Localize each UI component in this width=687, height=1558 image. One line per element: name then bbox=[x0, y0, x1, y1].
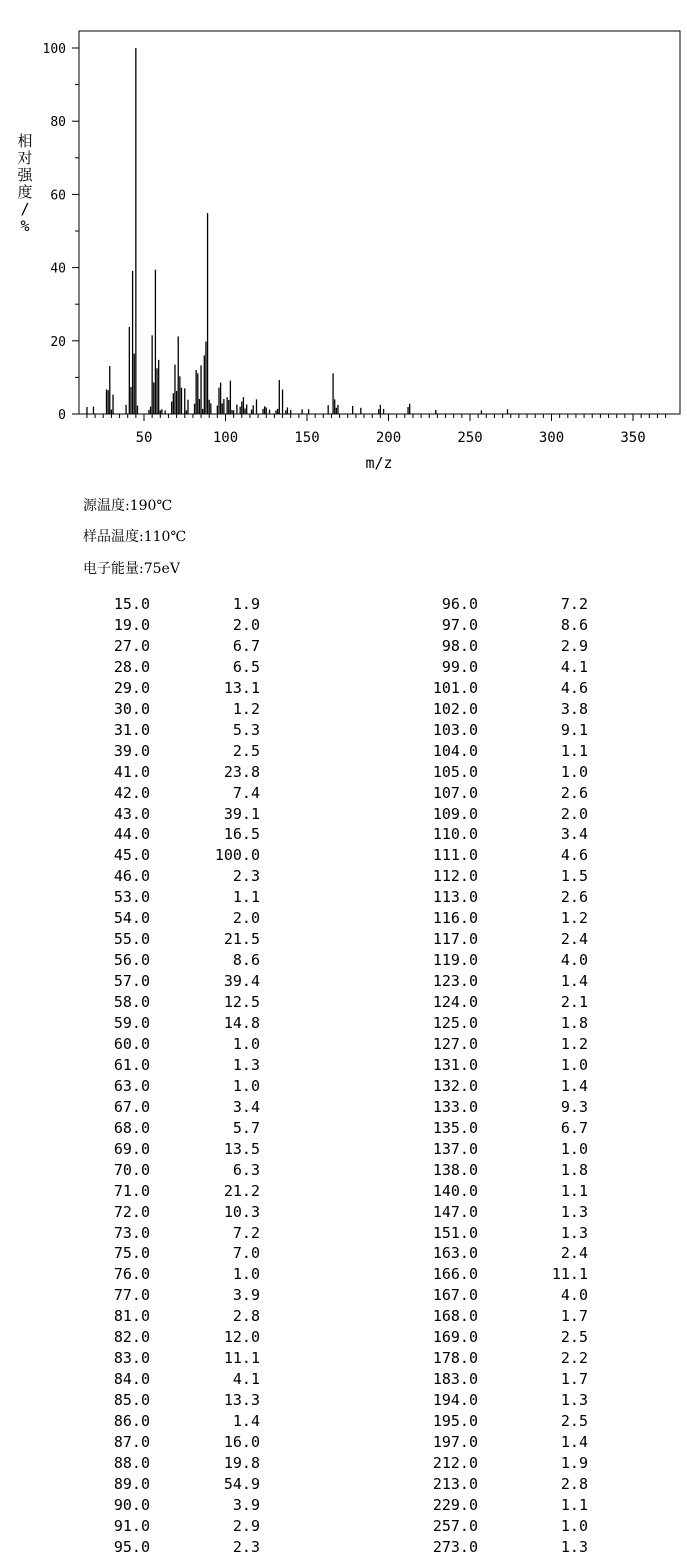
intensity-cell: 4.1 bbox=[560, 657, 588, 676]
mz-cell: 97.0 bbox=[441, 615, 478, 634]
table-row bbox=[0, 1369, 687, 1390]
intensity-cell: 2.9 bbox=[560, 636, 588, 655]
table-row bbox=[0, 1495, 687, 1516]
mz-cell: 41.0 bbox=[113, 762, 150, 781]
x-tick-label: 100 bbox=[212, 430, 239, 446]
mz-cell: 63.0 bbox=[113, 1076, 150, 1095]
table-row bbox=[0, 1264, 687, 1285]
mz-cell: 127.0 bbox=[432, 1034, 478, 1053]
mz-cell: 132.0 bbox=[432, 1076, 478, 1095]
mz-cell: 112.0 bbox=[432, 867, 478, 886]
intensity-cell: 3.8 bbox=[560, 699, 588, 718]
intensity-cell: 6.7 bbox=[560, 1118, 588, 1137]
intensity-cell: 13.5 bbox=[223, 1139, 260, 1158]
intensity-cell: 7.2 bbox=[560, 595, 588, 613]
y-axis-label bbox=[17, 132, 33, 235]
table-row bbox=[0, 1118, 687, 1139]
table-row bbox=[0, 1432, 687, 1453]
x-tick-label: 250 bbox=[457, 430, 483, 446]
intensity-cell: 1.0 bbox=[560, 1055, 588, 1074]
intensity-cell: 21.5 bbox=[223, 930, 260, 949]
mz-cell: 113.0 bbox=[432, 888, 478, 907]
intensity-cell: 11.1 bbox=[223, 1349, 260, 1368]
intensity-cell: 1.2 bbox=[560, 909, 588, 928]
intensity-cell: 1.0 bbox=[232, 1076, 260, 1095]
sample-temperature: 样品温度:110℃ bbox=[83, 529, 187, 545]
table-row bbox=[0, 908, 687, 929]
table-row bbox=[0, 887, 687, 908]
mz-cell: 44.0 bbox=[113, 825, 150, 844]
intensity-cell: 8.6 bbox=[560, 615, 588, 634]
x-tick-label: 350 bbox=[620, 430, 646, 446]
intensity-cell: 2.6 bbox=[560, 888, 588, 907]
intensity-cell: 11.1 bbox=[551, 1265, 588, 1284]
mz-cell: 169.0 bbox=[432, 1328, 478, 1347]
intensity-cell: 1.4 bbox=[560, 1433, 588, 1451]
intensity-cell: 1.3 bbox=[560, 1202, 588, 1221]
y-tick-label: 0 bbox=[58, 408, 66, 423]
mz-cell: 57.0 bbox=[113, 972, 150, 991]
table-row bbox=[0, 594, 687, 615]
intensity-cell: 2.1 bbox=[560, 993, 588, 1012]
intensity-cell: 4.0 bbox=[560, 951, 588, 970]
mz-cell: 167.0 bbox=[432, 1286, 478, 1305]
table-row bbox=[0, 992, 687, 1013]
mz-cell: 89.0 bbox=[113, 1474, 150, 1493]
mz-cell: 30.0 bbox=[113, 699, 150, 718]
mz-cell: 104.0 bbox=[432, 741, 478, 760]
mass-spectrum-chart bbox=[0, 0, 687, 480]
intensity-cell: 1.8 bbox=[560, 1160, 588, 1179]
mz-cell: 29.0 bbox=[113, 678, 150, 697]
intensity-cell: 54.9 bbox=[223, 1474, 260, 1493]
mz-cell: 123.0 bbox=[432, 972, 478, 991]
intensity-cell: 2.4 bbox=[560, 1244, 588, 1263]
mz-cell: 88.0 bbox=[113, 1453, 150, 1472]
mz-cell: 105.0 bbox=[432, 762, 478, 781]
intensity-cell: 2.8 bbox=[232, 1307, 260, 1326]
intensity-cell: 2.5 bbox=[560, 1412, 588, 1431]
mz-cell: 73.0 bbox=[113, 1223, 150, 1242]
intensity-cell: 14.8 bbox=[223, 1014, 260, 1032]
table-row bbox=[0, 657, 687, 678]
mz-cell: 81.0 bbox=[113, 1307, 150, 1326]
x-tick-label: 50 bbox=[135, 430, 153, 446]
mz-cell: 124.0 bbox=[432, 993, 478, 1012]
mz-cell: 71.0 bbox=[113, 1181, 150, 1200]
intensity-cell: 16.5 bbox=[223, 825, 260, 844]
intensity-cell: 2.0 bbox=[232, 909, 260, 928]
mz-cell: 82.0 bbox=[113, 1328, 150, 1347]
mz-cell: 103.0 bbox=[432, 720, 478, 739]
table-row bbox=[0, 1223, 687, 1244]
mz-cell: 61.0 bbox=[113, 1055, 150, 1074]
intensity-cell: 1.9 bbox=[232, 595, 260, 613]
table-row bbox=[0, 1516, 687, 1537]
mz-cell: 72.0 bbox=[113, 1202, 150, 1221]
intensity-cell: 7.0 bbox=[232, 1244, 260, 1263]
x-tick-label: 300 bbox=[538, 430, 565, 446]
intensity-cell: 2.0 bbox=[232, 615, 260, 634]
intensity-cell: 5.7 bbox=[232, 1118, 260, 1137]
mz-cell: 77.0 bbox=[113, 1286, 150, 1305]
intensity-cell: 13.3 bbox=[223, 1391, 260, 1410]
intensity-cell: 1.3 bbox=[560, 1537, 588, 1556]
intensity-cell: 1.0 bbox=[560, 1516, 588, 1535]
mz-cell: 166.0 bbox=[432, 1265, 478, 1284]
intensity-cell: 16.0 bbox=[223, 1433, 260, 1451]
mz-cell: 86.0 bbox=[113, 1412, 150, 1431]
mz-cell: 110.0 bbox=[432, 825, 478, 844]
mz-cell: 125.0 bbox=[432, 1014, 478, 1032]
table-row bbox=[0, 1243, 687, 1264]
intensity-cell: 6.3 bbox=[232, 1160, 260, 1179]
table-row bbox=[0, 1285, 687, 1306]
intensity-cell: 1.1 bbox=[232, 888, 260, 907]
mz-cell: 194.0 bbox=[432, 1391, 478, 1410]
x-tick-label: 150 bbox=[294, 430, 320, 446]
mz-cell: 107.0 bbox=[432, 783, 478, 802]
y-label-char: 度 bbox=[17, 183, 33, 201]
table-row bbox=[0, 615, 687, 636]
intensity-cell: 3.4 bbox=[560, 825, 588, 844]
mz-cell: 75.0 bbox=[113, 1244, 150, 1263]
mz-cell: 19.0 bbox=[113, 615, 150, 634]
mz-cell: 168.0 bbox=[432, 1307, 478, 1326]
mz-cell: 83.0 bbox=[113, 1349, 150, 1368]
y-label-char: 强 bbox=[17, 166, 33, 184]
intensity-cell: 2.5 bbox=[560, 1328, 588, 1347]
intensity-cell: 1.0 bbox=[560, 1139, 588, 1158]
chart-peaks bbox=[87, 48, 508, 414]
intensity-cell: 1.0 bbox=[560, 762, 588, 781]
table-row bbox=[0, 866, 687, 887]
y-label-char: 相 bbox=[17, 132, 33, 150]
mz-cell: 56.0 bbox=[113, 951, 150, 970]
intensity-cell: 3.9 bbox=[232, 1286, 260, 1305]
mz-cell: 229.0 bbox=[432, 1495, 478, 1514]
table-row bbox=[0, 950, 687, 971]
intensity-cell: 4.0 bbox=[560, 1286, 588, 1305]
intensity-cell: 12.5 bbox=[223, 993, 260, 1012]
intensity-cell: 4.6 bbox=[560, 678, 588, 697]
mz-cell: 85.0 bbox=[113, 1391, 150, 1410]
table-row bbox=[0, 1390, 687, 1411]
intensity-cell: 1.9 bbox=[560, 1453, 588, 1472]
mz-cell: 116.0 bbox=[432, 909, 478, 928]
table-row bbox=[0, 783, 687, 804]
mz-cell: 197.0 bbox=[432, 1433, 478, 1451]
intensity-cell: 7.2 bbox=[232, 1223, 260, 1242]
intensity-cell: 1.3 bbox=[560, 1223, 588, 1242]
table-row bbox=[0, 845, 687, 866]
mz-cell: 257.0 bbox=[432, 1516, 478, 1535]
mz-cell: 151.0 bbox=[432, 1223, 478, 1242]
intensity-cell: 1.0 bbox=[232, 1265, 260, 1284]
mz-cell: 67.0 bbox=[113, 1097, 150, 1116]
intensity-cell: 39.1 bbox=[223, 804, 260, 823]
plot-frame bbox=[79, 31, 680, 414]
mz-cell: 138.0 bbox=[432, 1160, 478, 1179]
mz-cell: 39.0 bbox=[113, 741, 150, 760]
intensity-cell: 9.3 bbox=[560, 1097, 588, 1116]
mz-cell: 119.0 bbox=[432, 951, 478, 970]
intensity-cell: 2.0 bbox=[560, 804, 588, 823]
mz-cell: 213.0 bbox=[432, 1474, 478, 1493]
mz-cell: 212.0 bbox=[432, 1453, 478, 1472]
intensity-cell: 2.3 bbox=[232, 1537, 260, 1556]
intensity-cell: 1.3 bbox=[232, 1055, 260, 1074]
table-row bbox=[0, 678, 687, 699]
intensity-cell: 1.4 bbox=[560, 972, 588, 991]
mz-cell: 195.0 bbox=[432, 1412, 478, 1431]
intensity-cell: 2.3 bbox=[232, 867, 260, 886]
mz-cell: 96.0 bbox=[441, 595, 478, 613]
table-row bbox=[0, 720, 687, 741]
table-row bbox=[0, 1537, 687, 1558]
intensity-cell: 1.1 bbox=[560, 741, 588, 760]
mz-cell: 31.0 bbox=[113, 720, 150, 739]
mz-cell: 87.0 bbox=[113, 1433, 150, 1451]
mz-cell: 42.0 bbox=[113, 783, 150, 802]
table-row bbox=[0, 1474, 687, 1495]
mz-cell: 183.0 bbox=[432, 1370, 478, 1389]
intensity-cell: 2.6 bbox=[560, 783, 588, 802]
intensity-cell: 1.1 bbox=[560, 1495, 588, 1514]
intensity-cell: 7.4 bbox=[232, 783, 260, 802]
intensity-cell: 6.5 bbox=[232, 657, 260, 676]
y-label-char: / bbox=[20, 200, 30, 218]
table-row bbox=[0, 1411, 687, 1432]
x-axis-label: m/z bbox=[365, 454, 393, 472]
mz-cell: 59.0 bbox=[113, 1014, 150, 1032]
mz-cell: 133.0 bbox=[432, 1097, 478, 1116]
intensity-cell: 23.8 bbox=[223, 762, 260, 781]
table-row bbox=[0, 824, 687, 845]
table-row bbox=[0, 1202, 687, 1223]
y-tick-label: 60 bbox=[50, 188, 66, 204]
intensity-cell: 1.7 bbox=[560, 1307, 588, 1326]
table-row bbox=[0, 699, 687, 720]
table-row bbox=[0, 971, 687, 992]
table-row bbox=[0, 1160, 687, 1181]
table-row bbox=[0, 1055, 687, 1076]
intensity-cell: 19.8 bbox=[223, 1453, 260, 1472]
intensity-cell: 1.4 bbox=[560, 1076, 588, 1095]
intensity-cell: 2.8 bbox=[560, 1474, 588, 1493]
table-row bbox=[0, 1139, 687, 1160]
electron-energy: 电子能量:75eV bbox=[83, 561, 180, 577]
y-label-char: 对 bbox=[17, 149, 33, 167]
intensity-cell: 13.1 bbox=[223, 678, 260, 697]
mz-cell: 53.0 bbox=[113, 888, 150, 907]
mz-cell: 137.0 bbox=[432, 1139, 478, 1158]
table-row bbox=[0, 1348, 687, 1369]
intensity-cell: 2.2 bbox=[560, 1349, 588, 1368]
intensity-cell: 4.6 bbox=[560, 846, 588, 865]
mz-cell: 69.0 bbox=[113, 1139, 150, 1158]
mz-cell: 91.0 bbox=[113, 1516, 150, 1535]
mz-cell: 98.0 bbox=[441, 636, 478, 655]
mz-cell: 95.0 bbox=[113, 1537, 150, 1556]
table-row bbox=[0, 1076, 687, 1097]
intensity-cell: 1.2 bbox=[560, 1034, 588, 1053]
mz-cell: 140.0 bbox=[432, 1181, 478, 1200]
table-row bbox=[0, 1034, 687, 1055]
x-tick-label: 200 bbox=[375, 430, 402, 446]
mz-cell: 54.0 bbox=[113, 909, 150, 928]
intensity-cell: 1.4 bbox=[232, 1412, 260, 1431]
mz-cell: 101.0 bbox=[432, 678, 478, 697]
mz-cell: 273.0 bbox=[432, 1537, 478, 1556]
mz-cell: 27.0 bbox=[113, 636, 150, 655]
table-row bbox=[0, 1097, 687, 1118]
mz-cell: 90.0 bbox=[113, 1495, 150, 1514]
intensity-cell: 100.0 bbox=[214, 846, 260, 865]
y-label-char: % bbox=[20, 217, 30, 235]
table-row bbox=[0, 741, 687, 762]
intensity-cell: 1.3 bbox=[560, 1391, 588, 1410]
mz-cell: 131.0 bbox=[432, 1055, 478, 1074]
mz-cell: 163.0 bbox=[432, 1244, 478, 1263]
mz-cell: 15.0 bbox=[113, 595, 150, 613]
mz-cell: 111.0 bbox=[432, 846, 478, 865]
source-temperature: 源温度:190℃ bbox=[83, 498, 173, 514]
intensity-cell: 1.1 bbox=[560, 1181, 588, 1200]
mz-cell: 58.0 bbox=[113, 993, 150, 1012]
intensity-cell: 8.6 bbox=[232, 951, 260, 970]
intensity-cell: 3.4 bbox=[232, 1097, 260, 1116]
mz-cell: 102.0 bbox=[432, 699, 478, 718]
intensity-cell: 21.2 bbox=[223, 1181, 260, 1200]
mz-cell: 178.0 bbox=[432, 1349, 478, 1368]
mz-cell: 76.0 bbox=[113, 1265, 150, 1284]
mz-cell: 70.0 bbox=[113, 1160, 150, 1179]
table-row bbox=[0, 1306, 687, 1327]
intensity-cell: 9.1 bbox=[560, 720, 588, 739]
mz-cell: 117.0 bbox=[432, 930, 478, 949]
intensity-cell: 2.5 bbox=[232, 741, 260, 760]
mz-cell: 28.0 bbox=[113, 657, 150, 676]
intensity-cell: 39.4 bbox=[223, 972, 260, 991]
mz-cell: 46.0 bbox=[113, 867, 150, 886]
mz-cell: 55.0 bbox=[113, 930, 150, 949]
mz-cell: 45.0 bbox=[113, 846, 150, 865]
intensity-cell: 1.8 bbox=[560, 1014, 588, 1032]
intensity-cell: 1.5 bbox=[560, 867, 588, 886]
y-tick-label: 40 bbox=[50, 261, 66, 277]
intensity-cell: 2.9 bbox=[232, 1516, 260, 1535]
mz-cell: 84.0 bbox=[113, 1370, 150, 1389]
mz-cell: 147.0 bbox=[432, 1202, 478, 1221]
intensity-cell: 5.3 bbox=[232, 720, 260, 739]
mz-cell: 68.0 bbox=[113, 1118, 150, 1137]
table-row bbox=[0, 1013, 687, 1034]
table-row bbox=[0, 1181, 687, 1202]
intensity-cell: 4.1 bbox=[232, 1370, 260, 1389]
intensity-cell: 12.0 bbox=[223, 1328, 260, 1347]
intensity-cell: 1.2 bbox=[232, 699, 260, 718]
y-tick-label: 80 bbox=[50, 115, 66, 131]
intensity-cell: 2.4 bbox=[560, 930, 588, 949]
intensity-cell: 10.3 bbox=[223, 1202, 260, 1221]
table-row bbox=[0, 1453, 687, 1474]
table-row bbox=[0, 1327, 687, 1348]
intensity-cell: 1.0 bbox=[232, 1034, 260, 1053]
intensity-cell: 1.7 bbox=[560, 1370, 588, 1389]
mz-cell: 135.0 bbox=[432, 1118, 478, 1137]
mz-cell: 60.0 bbox=[113, 1034, 150, 1053]
mz-cell: 43.0 bbox=[113, 804, 150, 823]
mz-cell: 109.0 bbox=[432, 804, 478, 823]
table-row bbox=[0, 762, 687, 783]
y-tick-label: 20 bbox=[50, 334, 66, 350]
table-row bbox=[0, 804, 687, 825]
intensity-cell: 3.9 bbox=[232, 1495, 260, 1514]
table-row bbox=[0, 636, 687, 657]
y-tick-label: 100 bbox=[42, 42, 66, 57]
table-row bbox=[0, 929, 687, 950]
mz-cell: 99.0 bbox=[441, 657, 478, 676]
intensity-cell: 6.7 bbox=[232, 636, 260, 655]
